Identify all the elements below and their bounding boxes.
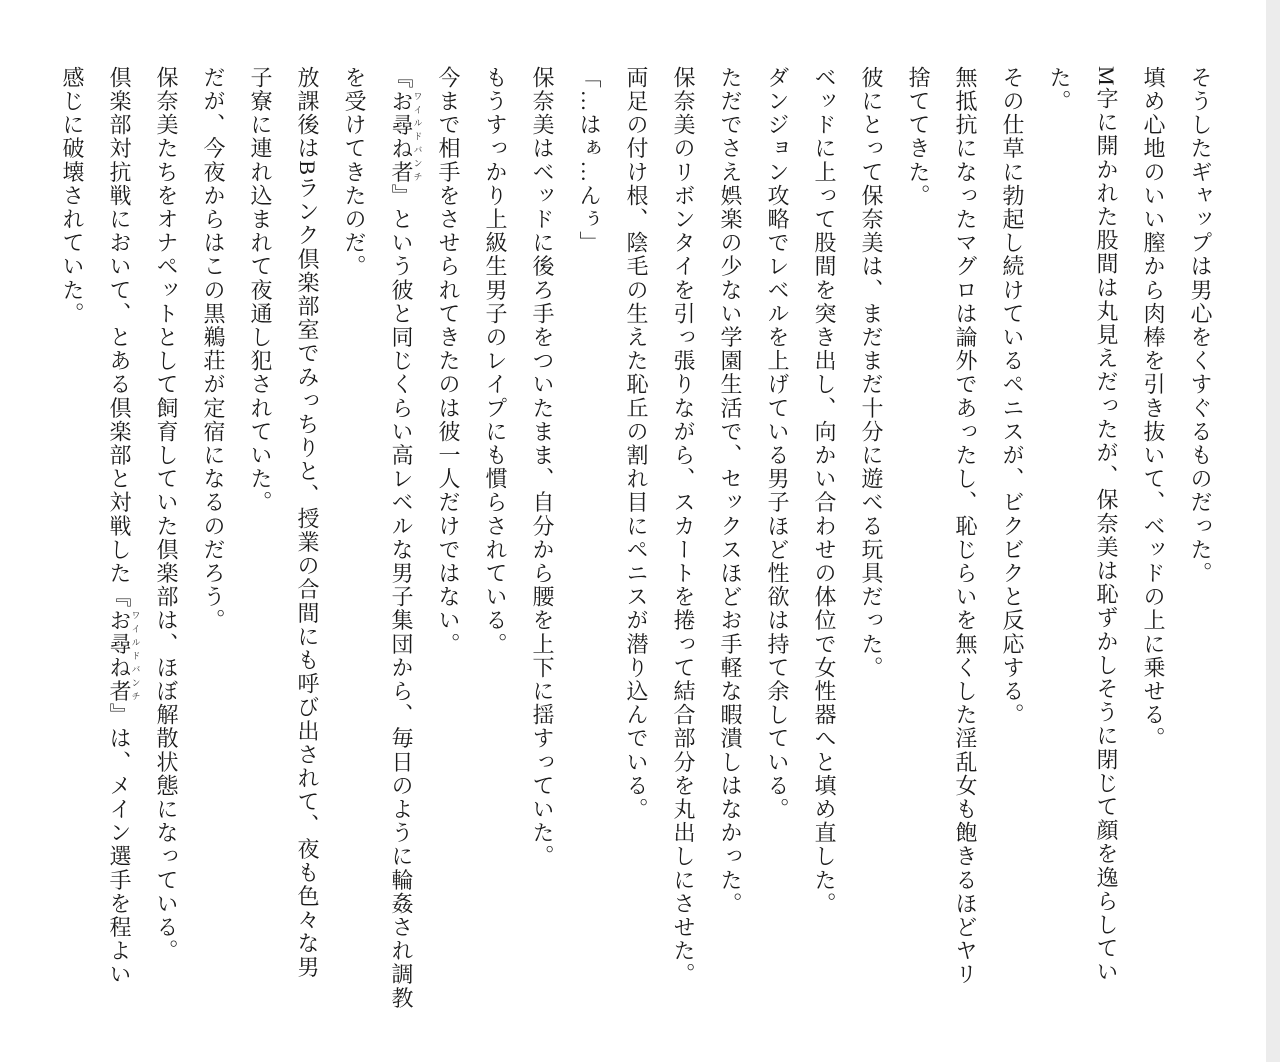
page-edge	[1266, 0, 1280, 1062]
dialogue-column: 「…はぁ…んぅ」	[577, 66, 602, 255]
text-column: ダンジョン攻略でレベルを上げている男子ほど性欲は持て余している。	[765, 66, 790, 822]
text-segment: 倶楽部対抗戦において、とある倶楽部と対戦した『	[107, 66, 132, 609]
ruby-term	[389, 89, 423, 185]
text-column: 両足の付け根、陰毛の生えた恥丘の割れ目にペニスが潜り込んでいる。	[624, 66, 649, 822]
text-segment: 』は、メイン選手を程よい	[107, 703, 132, 987]
ruby-base: お尋ね者	[107, 608, 132, 704]
text-column: M字に開かれた股間は丸見えだったが、保奈美は恥ずかしそうに閉じて顔を逸らしてい	[1094, 66, 1119, 984]
text-column: 子寮に連れ込まれて夜通し犯されていた。	[248, 66, 273, 515]
ruby-reading: ワイルドバンチ	[412, 89, 423, 184]
text-column: 保奈美はベッドに後ろ手をついたまま、自分から腰を上下に揺すっていた。	[530, 66, 555, 869]
text-column: ベッドに上って股間を突き出し、向かい合わせの体位で女性器へと填め直した。	[812, 66, 837, 916]
ruby-base: お尋ね者	[389, 89, 414, 185]
text-column: そうしたギャップは男心をくすぐるものだった。	[1188, 66, 1213, 586]
text-column-with-ruby	[96, 66, 143, 1026]
text-column: 感じに破壊されていた。	[60, 66, 85, 326]
text-column: 放課後はBランク倶楽部室でみっちりと、授業の合間にも呼び出されて、夜も色々な男	[295, 66, 320, 980]
text-segment: 『	[389, 66, 414, 90]
ruby-term	[107, 608, 141, 704]
text-column-with-ruby	[378, 66, 425, 1026]
text-segment: 』という彼と同じくらい高レベルな男子集団から、毎日のように輪姦され調教	[389, 184, 414, 1011]
text-column: もうすっかり上級生男子のレイプにも慣らされている。	[483, 66, 508, 656]
text-column: だが、今夜からはこの黒鵜荘が定宿になるのだろう。	[201, 66, 226, 633]
text-column: 填め心地のいい膣から肉棒を引き抜いて、ベッドの上に乗せる。	[1141, 66, 1166, 751]
text-column: 彼にとって保奈美は、まだまだ十分に遊べる玩具だった。	[859, 66, 884, 680]
text-column: ただでさえ娯楽の少ない学園生活で、セックスほどお手軽な暇潰しはなかった。	[718, 66, 743, 916]
text-column: 無抵抗になったマグロは論外であったし、恥じらいを無くした淫乱女も飽きるほどヤリ	[953, 66, 978, 987]
text-column: 保奈美たちをオナペットとして飼育していた倶楽部は、ほぼ解散状態になっている。	[154, 66, 179, 963]
text-column: た。	[1047, 66, 1072, 114]
text-column: 保奈美のリボンタイを引っ張りながら、スカートを捲って結合部分を丸出しにさせた。	[671, 66, 696, 987]
text-column: 捨ててきた。	[906, 66, 931, 208]
text-column: その仕草に勃起し続けているペニスが、ビクビクと反応する。	[1000, 66, 1025, 727]
text-column: を受けてきたのだ。	[342, 66, 367, 279]
text-column: 今まで相手をさせられてきたのは彼一人だけではない。	[436, 66, 461, 656]
ruby-reading: ワイルドバンチ	[130, 608, 141, 704]
vertical-text-page	[49, 66, 1224, 1026]
